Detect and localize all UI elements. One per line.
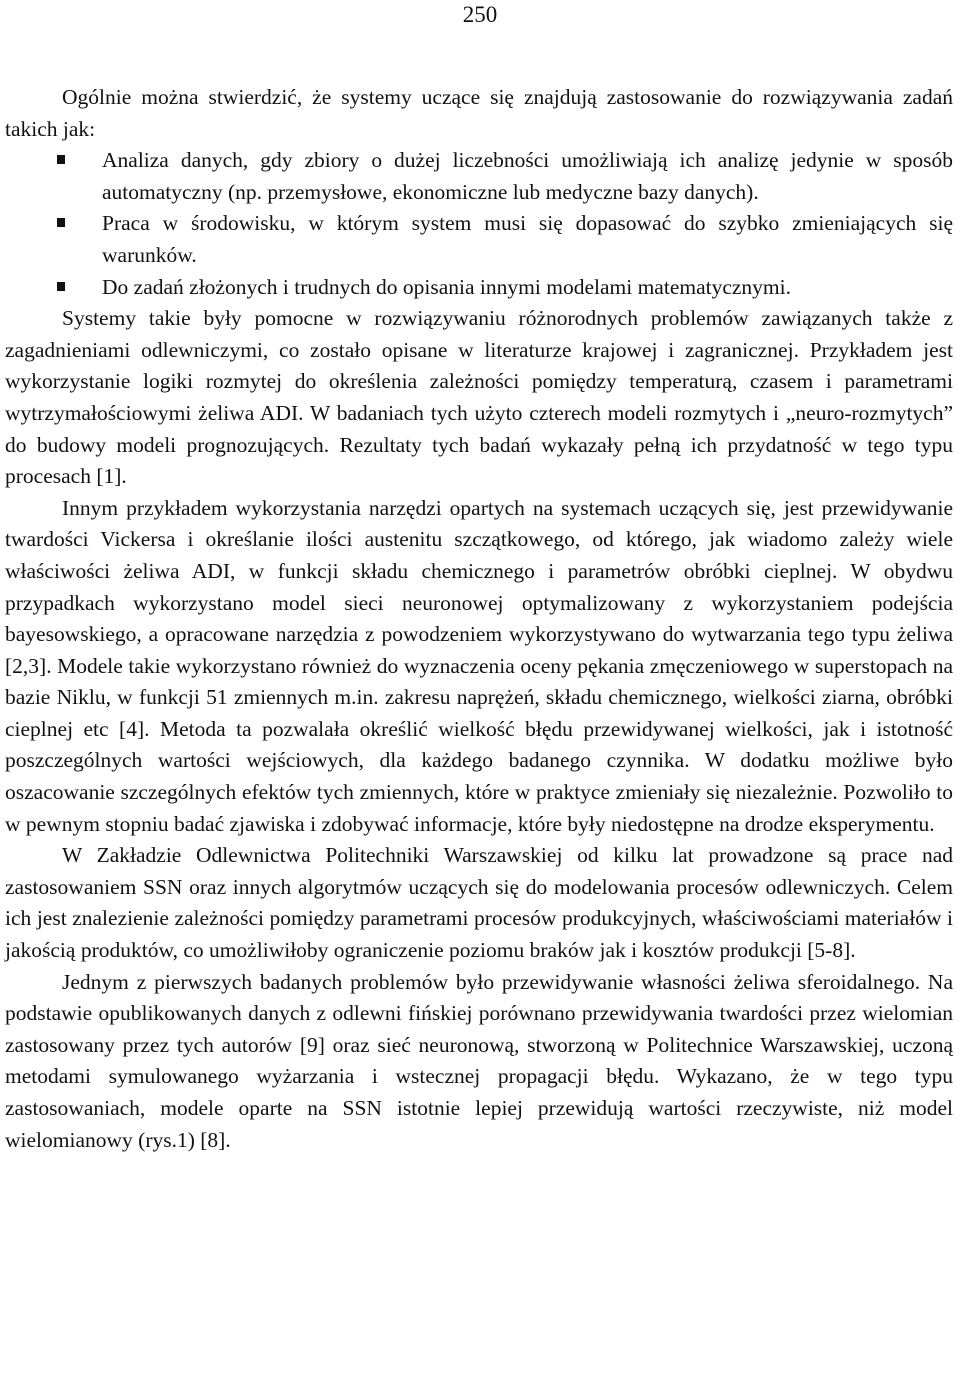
page-number: 250 — [462, 2, 498, 27]
square-bullet-icon — [57, 155, 65, 164]
square-bullet-icon — [57, 218, 65, 227]
bullet-text: Praca w środowisku, w którym system musi się dopasować do szybko zmieniających się warunków. — [102, 211, 953, 267]
body-paragraph: W Zakładzie Odlewnictwa Politechniki Warszawskiej od kilku lat prowadzone są prace nad zastosowaniem SSN oraz innych algorytmów uczących się do modelowania procesów odlewniczych. Celem ich jest znalezienie zależności pomiędzy parametrami procesów produkcyjnych, właściwościami materiałów i jakością produktów, co umożliwiłoby ograniczenie poziomu braków jak i kosztów produkcji [5-8]. — [5, 843, 953, 963]
document-body — [5, 82, 953, 1156]
intro-paragraph: Ogólnie można stwierdzić, że systemy uczące się znajdują zastosowanie do rozwiązywania zadań takich jak: — [5, 85, 953, 141]
bullet-list — [5, 145, 953, 303]
bullet-text: Analiza danych, gdy zbiory o dużej liczebności umożliwiają ich analizę jedynie w sposób automatyczny (np. przemysłowe, ekonomiczne lub medyczne bazy danych). — [102, 148, 953, 204]
square-bullet-icon — [57, 282, 65, 291]
bullet-text: Do zadań złożonych i trudnych do opisania innymi modelami matematycznymi. — [102, 274, 792, 299]
bullet-item — [102, 272, 953, 304]
body-paragraph: Jednym z pierwszych badanych problemów było przewidywanie własności żeliwa sferoidalnego. Na podstawie opublikowanych danych z odlewni fińskiej porównano przewidywania twardości przez wielomian zastosowany przez tych autorów [9] oraz sieć neuronową, stworzoną w Politechnice Warszawskiej, uczoną metodami symulowanego wyżarzania i wstecznej propagacji błędu. Wykazano, że w tego typu zastosowaniach, modele oparte na SSN istotnie lepiej przewidują wartości rzeczywiste, niż model wielomianowy (rys.1) [8]. — [5, 969, 953, 1152]
bullet-item — [102, 145, 953, 208]
bullet-item — [102, 208, 953, 271]
body-paragraph: Innym przykładem wykorzystania narzędzi opartych na systemach uczących się, jest przewidywanie twardości Vickersa i określanie ilości austenitu szczątkowego, od którego, jak wiadomo zależy wiele właściwości żeliwa ADI, w funkcji składu chemicznego i parametrów obróbki cieplnej. W obydwu przypadkach wykorzystano model sieci neuronowej optymalizowany z wykorzystaniem podejścia bayesowskiego, a opracowane narzędzia z powodzeniem wykorzystywano do wytwarzania tego typu żeliwa [2,3]. Modele takie wykorzystano również do wyznaczenia oceny pękania zmęczeniowego w superstopach na bazie Niklu, w funkcji 51 zmiennych m.in. zakresu naprężeń, składu chemicznego, wielkości ziarna, obróbki cieplnej etc [4]. Metoda ta pozwalała określić wielkość błędu przewidywanej wielkości, jak i istotność poszczególnych wartości wejściowych, dla każdego badanego czynnika. W dodatku możliwe było oszacowanie szczególnych efektów tych zmiennych, które w praktyce zmieniały się niezależnie. Pozwoliło to w pewnym stopniu badać zjawiska i zdobywać informacje, które były niedostępne na drodze eksperymentu. — [5, 495, 953, 836]
body-paragraph: Systemy takie były pomocne w rozwiązywaniu różnorodnych problemów zawiązanych także z zagadnieniami odlewniczymi, co zostało opisane w literaturze krajowej i zagranicznej. Przykładem jest wykorzystanie logiki rozmytej do określenia zależności pomiędzy temperaturą, czasem i parametrami wytrzymałościowymi żeliwa ADI. W badaniach tych użyto czterech modeli rozmytych i „neuro-rozmytych” do budowy modeli prognozujących. Rezultaty tych badań wykazały pełną ich przydatność w tego typu procesach [1]. — [5, 306, 953, 489]
